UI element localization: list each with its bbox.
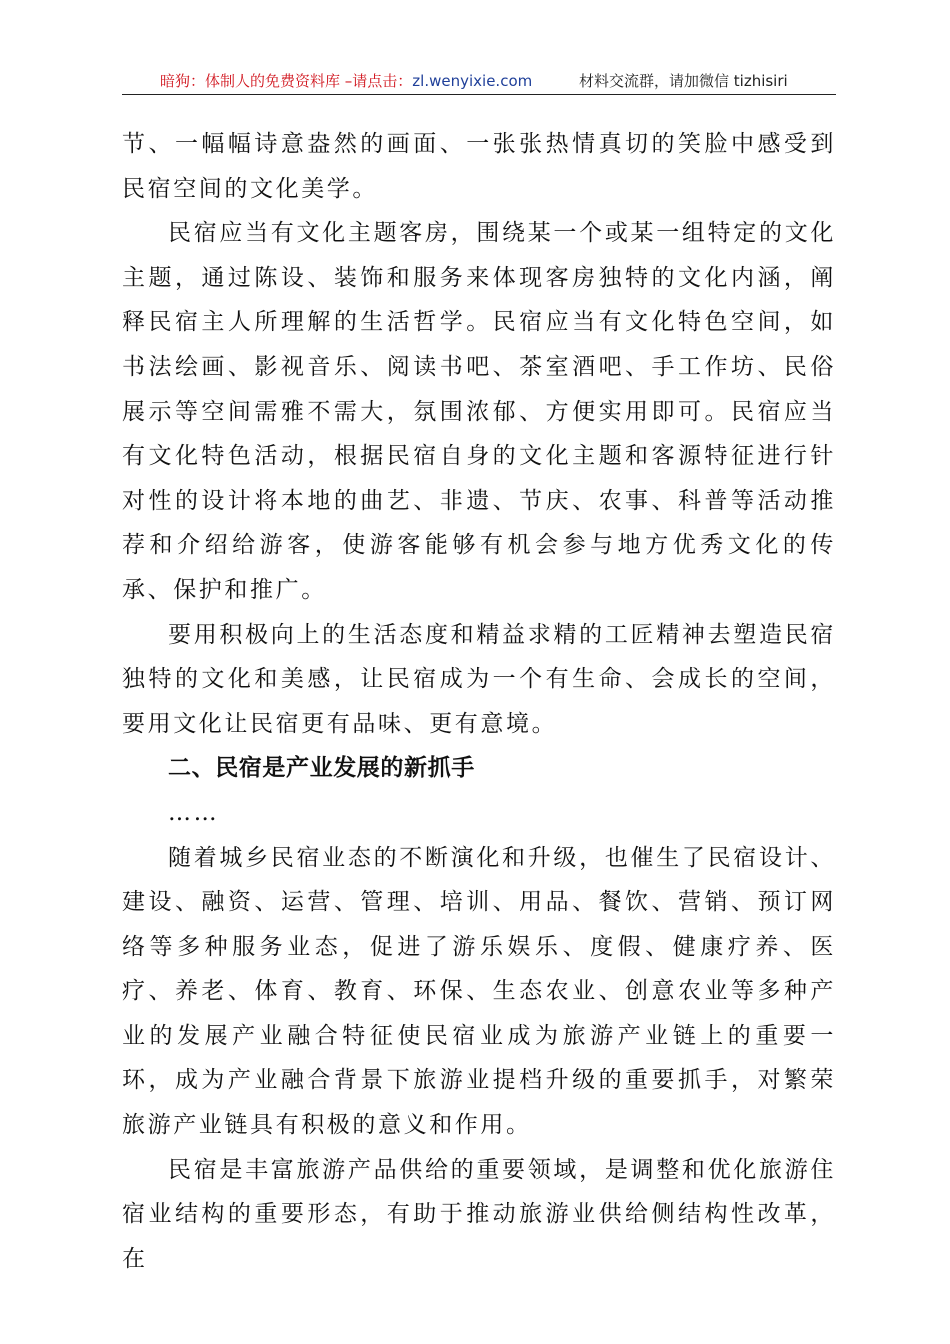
paragraph-supply-side: 民宿是丰富旅游产品供给的重要领域，是调整和优化旅游住宿业结构的重要形态，有助于推动旅游业供给侧结构性改革，在 [122, 1156, 836, 1272]
header-site-name: 暗狗：体制人的免费资料库 –请点击：zl.wenyixie.com [160, 72, 533, 90]
paragraph-industry-chain: 随着城乡民宿业态的不断演化和升级，也催生了民宿设计、建设、融资、运营、管理、培训、用品、餐饮、营销、预订网络等多种服务业态，促进了游乐娱乐、度假、健康疗养、医疗、养老、体育、教育、环保、生态农业、创意农业等多种产业的发展产业融合特征使民宿业成为旅游产业链上的重要一环，成为产业融合背景下旅游业提档升级的重要抓手，对繁荣旅游产业链具有积极的意义和作用。 [122, 844, 836, 1139]
header-contact-text: 材料交流群，请加微信 tizhisiri [579, 72, 788, 90]
paragraph-continuation: 节、一幅幅诗意盎然的画面、一张张热情真切的笑脸中感受到民宿空间的文化美学。 [122, 131, 836, 202]
section-heading: 二、民宿是产业发展的新抓手 [168, 755, 475, 782]
header-click-prefix: –请点击： [340, 72, 413, 90]
document-body [122, 122, 836, 1281]
paragraph-craftsmanship: 要用积极向上的生活态度和精益求精的工匠精神去塑造民宿独特的文化和美感，让民宿成为一个有生命、会成长的空间，要用文化让民宿更有品味、更有意境。 [122, 621, 836, 737]
paragraph-culture-themes: 民宿应当有文化主题客房，围绕某一个或某一组特定的文化主题，通过陈设、装饰和服务来体现客房独特的文化内涵，阐释民宿主人所理解的生活哲学。民宿应当有文化特色空间，如书法绘画、影视音乐、阅读书吧、茶室酒吧、手工作坊、民俗展示等空间需雅不需大，氛围浓郁、方便实用即可。民宿应当有文化特色活动，根据民宿自身的文化主题和客源特征进行针对性的设计将本地的曲艺、非遗、节庆、农事、科普等活动推荐和介绍给游客，使游客能够有机会参与地方优秀文化的传承、保护和推广。 [122, 220, 836, 603]
page-header [122, 70, 836, 95]
ellipsis: …… [168, 799, 220, 826]
header-link[interactable]: zl.wenyixie.com [412, 72, 533, 90]
